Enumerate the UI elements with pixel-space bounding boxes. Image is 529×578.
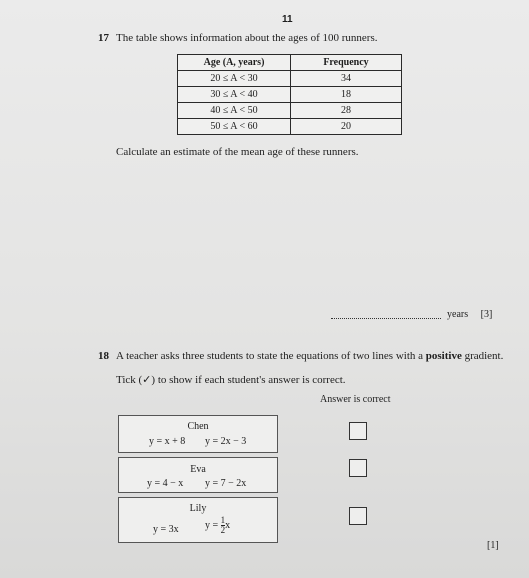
answer-units-and-marks [447, 309, 492, 320]
question-17-marks: [3] [480, 309, 493, 320]
table-header-row [178, 55, 402, 71]
question-18-text-end: gradient. [461, 350, 504, 362]
question-17-text: The table shows information about the ages of 100 runners. [116, 32, 378, 44]
question-18-text [116, 350, 503, 362]
fraction-denominator: 2 [220, 525, 226, 535]
answer-units: years [447, 309, 469, 320]
frequency-cell: 20 [291, 119, 402, 135]
student-chen-box [118, 415, 278, 453]
tick-box-lily[interactable] [349, 507, 367, 525]
age-cell: 40 ≤ A < 50 [178, 103, 291, 119]
frequency-cell: 34 [291, 71, 402, 87]
equation-2: y = 2x − 3 [205, 436, 247, 447]
age-cell: 50 ≤ A < 60 [178, 119, 291, 135]
table-row [178, 119, 402, 135]
student-lily-box [118, 497, 278, 543]
age-cell: 20 ≤ A < 30 [178, 71, 291, 87]
frequency-column-header: Frequency [291, 55, 402, 71]
age-cell: 30 ≤ A < 40 [178, 87, 291, 103]
equation-1: y = x + 8 [149, 436, 186, 447]
tick-box-chen[interactable] [349, 422, 367, 440]
age-frequency-table [177, 54, 402, 135]
fraction-numerator: 1 [220, 515, 226, 525]
equation-2-suffix: x [225, 519, 231, 531]
equation-1: y = 3x [153, 524, 179, 535]
question-17-instruction: Calculate an estimate of the mean age of these runners. [116, 146, 359, 158]
emphasis-positive: positive [425, 350, 462, 362]
question-18-text-start: A teacher asks three students to state the equations of two lines with a [116, 350, 426, 362]
question-18-instruction: Tick (✓) to show if each student's answer is correct. [116, 374, 346, 386]
student-eva-box [118, 457, 278, 493]
table-row [178, 103, 402, 119]
tick-box-eva[interactable] [349, 459, 367, 477]
question-17-number: 17 [98, 32, 109, 44]
equation-2 [205, 516, 230, 535]
answer-correct-header: Answer is correct [320, 394, 391, 405]
equation-2-prefix: y = [205, 519, 221, 531]
student-name: Eva [190, 464, 206, 475]
frequency-cell: 18 [291, 87, 402, 103]
equation-2: y = 7 − 2x [205, 478, 247, 489]
student-name: Chen [187, 421, 209, 432]
frequency-cell: 28 [291, 103, 402, 119]
question-18-number: 18 [98, 350, 109, 362]
table-row [178, 87, 402, 103]
age-column-header: Age (A, years) [178, 55, 291, 71]
student-name: Lily [189, 503, 207, 514]
table-row [178, 71, 402, 87]
question-18-marks: [1] [487, 540, 499, 551]
answer-line[interactable] [331, 318, 441, 319]
page-number: 11 [282, 14, 293, 25]
equation-1: y = 4 − x [147, 478, 184, 489]
